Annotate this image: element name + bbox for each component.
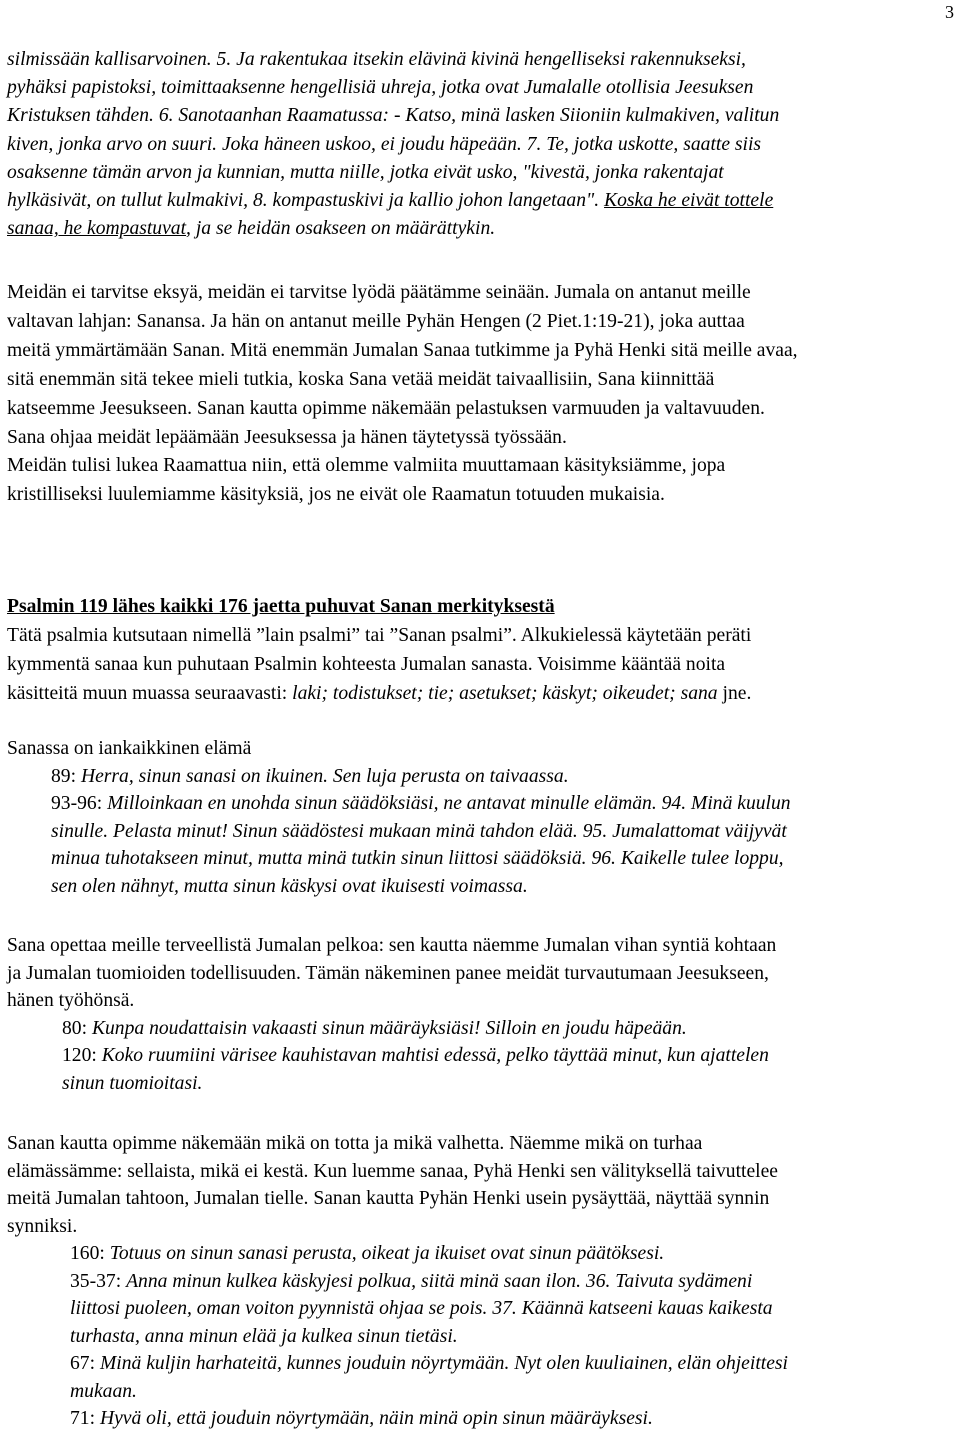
text-span: käsitteitä muun muassa seuraavasti: <box>7 682 293 704</box>
text-line: Meidän tulisi lukea Raamattua niin, että olemme valmiita muuttamaan käsityksiämme, jopa <box>7 455 726 477</box>
verse-line <box>7 1240 954 1268</box>
text-line <box>7 215 954 243</box>
text-line: elämässämme: sellaista, mikä ei kestä. Kun luemme sanaa, Pyhä Henki sen välityksellä taivuttelee <box>7 1160 778 1182</box>
verse-number: 67: <box>70 1353 100 1374</box>
underlined-text: sanaa, he kompastuvat <box>7 218 187 240</box>
body-paragraph <box>7 279 954 510</box>
verse-line: sinun tuomioitasi. <box>62 1072 203 1094</box>
verse-line: liittosi puoleen, oman voiton pyynnistä ohjaa se pois. 37. Käännä katseeni kauas kaikesta <box>70 1298 773 1319</box>
verse-line: minua tuhotakseen minut, mutta minä tutkin sinun liittosi säädöksiä. 96. Kaikelle tulee loppu, <box>51 848 784 870</box>
text-line <box>7 680 954 709</box>
verse-text: Herra, sinun sanasi on ikuinen. Sen luja perusta on taivaassa. <box>80 765 569 787</box>
verse-number: 80: <box>62 1017 92 1039</box>
verse-number: 89: <box>51 765 81 787</box>
verse-text: Milloinkaan en unohda sinun säädöksiäsi, ne antavat minulle elämän. 94. Minä kuulun <box>107 793 791 815</box>
text-line: katseemme Jeesukseen. Sanan kautta opimme näkemään pelastuksen varmuuden ja valtavuuden. <box>7 397 765 419</box>
verse-text: Hyvä oli, että jouduin nöyrtymään, näin minä opin sinun määräyksesi. <box>99 1408 653 1429</box>
text-line: kristilliseksi luulemiamme käsityksiä, jos ne eivät ole Raamatun totuuden mukaisia. <box>7 484 665 506</box>
text-span: hylkäsivät, on tullut kulmakivi, 8. kompastuskivi ja kallio johon langetaan". <box>7 190 605 212</box>
page-number: 3 <box>945 2 954 22</box>
text-line: kiven, jonka arvo on suuri. Joka häneen uskoo, ei joudu häpeään. 7. Te, jotka uskotte, saatte siis <box>7 133 762 155</box>
section-heading: Psalmin 119 lähes kaikki 176 jaetta puhuvat Sanan merkityksestä <box>7 596 555 617</box>
eternal-life-section <box>7 735 954 901</box>
text-line: meitä Jumalan tahtoon, Jumalan tielle. Sanan kautta Pyhän Henki usein pysäyttää, näyttää synnin <box>7 1188 770 1209</box>
text-line: kymmentä sanaa kun puhutaan Psalmin kohteesta Jumalan sanasta. Voisimme kääntää noita <box>7 653 726 675</box>
text-line: osaksenne tämän arvon ja kunnian, mutta niille, jotka eivät usko, "kivestä, jonka rakentajat <box>7 161 724 183</box>
text-line: Kristuksen tähden. 6. Sanotaanhan Raamatussa: - Katso, minä lasken Siioniin kulmakiven, valitun <box>7 105 780 127</box>
verse-line <box>7 790 954 818</box>
text-line: synniksi. <box>7 1215 78 1237</box>
text-line: Meidän ei tarvitse eksyä, meidän ei tarvitse lyödä päätämme seinään. Jumala on antanut meille <box>7 282 751 303</box>
text-line: Sana opettaa meille terveellistä Jumalan pelkoa: sen kautta näemme Jumalan vihan syntiä kohtaan <box>7 935 777 956</box>
verse-number: 120: <box>62 1045 102 1066</box>
text-line: Tätä psalmia kutsutaan nimellä ”lain psalmi” tai ”Sanan psalmi”. Alkukielessä käytetään peräti <box>7 624 752 646</box>
text-line: Sanan kautta opimme näkemään mikä on totta ja mikä valhetta. Näemme mikä on turhaa <box>7 1133 703 1154</box>
verse-text: Anna minun kulkea käskyjesi polkua, siitä minä saan ilon. 36. Taivuta sydämeni <box>126 1270 753 1292</box>
section-intro: Sanassa on iankaikkinen elämä <box>7 738 252 759</box>
verse-line <box>7 763 954 791</box>
verse-line <box>7 1405 954 1433</box>
text-line: valtavan lahjan: Sanansa. Ja hän on antanut meille Pyhän Hengen (2 Piet.1:19-21), joka auttaa <box>7 310 745 332</box>
verse-line: sen olen nähnyt, mutta sinun käskysi ovat ikuisesti voimassa. <box>51 875 528 897</box>
text-line: Sana ohjaa meidät lepäämään Jeesuksessa ja hänen täytetyssä työssään. <box>7 426 567 448</box>
text-line: hänen työhönsä. <box>7 990 135 1011</box>
verse-text: Minä kuljin harhateitä, kunnes jouduin nöyrtymään. Nyt olen kuuliainen, elän ohjeittesi <box>99 1353 788 1374</box>
verse-line <box>7 1350 954 1378</box>
verse-line: turhasta, anna minun elää ja kulkea sinun tietäsi. <box>70 1325 458 1347</box>
italic-term-list: laki; todistukset; tie; asetukset; käskyt; oikeudet; sana <box>292 682 718 704</box>
text-line: meitä ymmärtämään Sanan. Mitä enemmän Jumalan Sanaa tutkimme ja Pyhä Henki sitä meille avaa, <box>7 339 798 361</box>
verse-line <box>7 1042 954 1070</box>
verse-text: Kunpa noudattaisin vakaasti sinun määräyksiäsi! Silloin en joudu häpeään. <box>91 1017 687 1039</box>
text-line <box>7 187 954 215</box>
verse-text: Koko ruumiini värisee kauhistavan mahtisi edessä, pelko täyttää minut, kun ajattelen <box>101 1045 769 1066</box>
text-span: jne. <box>717 682 752 704</box>
verse-line <box>7 1268 954 1296</box>
verse-line <box>7 1015 954 1043</box>
verse-number: 35-37: <box>70 1270 127 1292</box>
verse-line: mukaan. <box>70 1380 137 1402</box>
text-line: silmissään kallisarvoinen. 5. Ja rakentukaa itsekin elävinä kivinä hengelliseksi rakennukseksi, <box>7 49 746 70</box>
verse-number: 160: <box>70 1243 110 1264</box>
verse-line: sinulle. Pelasta minut! Sinun säädöstesi mukaan minä tahdon elää. 95. Jumalattomat väijyvät <box>51 820 787 842</box>
verse-number: 71: <box>70 1408 100 1429</box>
text-line: ja Jumalan tuomioiden todellisuuden. Tämän näkeminen panee meidät turvautumaan Jeesukseen, <box>7 962 769 984</box>
truth-section <box>7 1130 954 1433</box>
text-line: sitä enemmän sitä tekee mieli tutkia, koska Sana vetää meidät taivaallisiin, Sana kiinnittää <box>7 368 715 390</box>
italic-paragraph <box>7 46 954 243</box>
psalm-section <box>7 593 954 709</box>
verse-text: Totuus on sinun sanasi perusta, oikeat ja ikuiset ovat sinun päätöksesi. <box>109 1243 665 1264</box>
fear-of-god-section <box>7 932 954 1097</box>
text-span: , ja se heidän osakseen on määrättykin. <box>186 218 496 240</box>
verse-number: 93-96: <box>51 793 108 815</box>
underlined-text: Koska he eivät tottele <box>604 190 774 212</box>
text-line: pyhäksi papistoksi, toimittaaksenne hengellisiä uhreja, jotka ovat Jumalalle otollisia Jeesuksen <box>7 77 754 99</box>
